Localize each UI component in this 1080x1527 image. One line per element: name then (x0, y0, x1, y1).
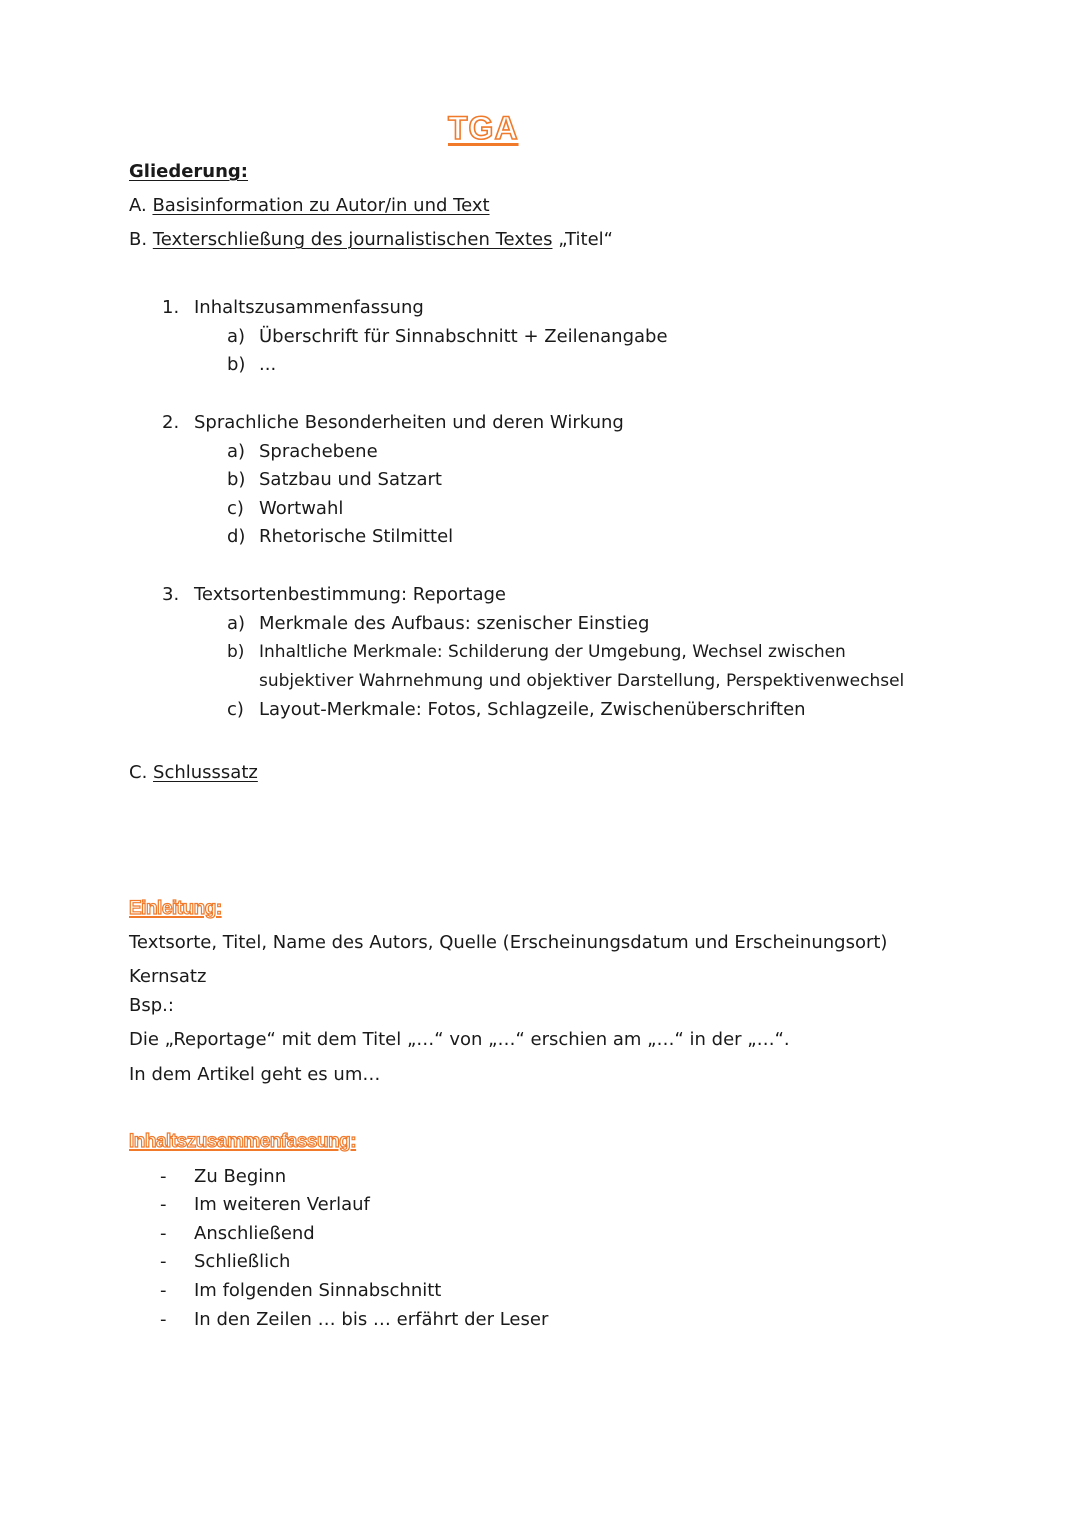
list-item-text: Im weiteren Verlauf (194, 1194, 370, 1215)
outline-prefix-a: A. (129, 195, 147, 216)
outline-letter: d) (227, 526, 246, 547)
outline-subtext: Satzbau und Satzart (259, 469, 442, 490)
outline-letter: a) (227, 613, 246, 634)
outline-subsub-item (227, 469, 442, 491)
outline-subtext: ... (259, 354, 277, 375)
bullet-dash: - (160, 1280, 167, 1301)
einleitung-line: Kernsatz (129, 966, 207, 987)
outline-prefix-c: C. (129, 762, 148, 783)
outline-subsub-item (227, 441, 378, 463)
outline-subsub-item (227, 526, 453, 548)
outline-subsub-item (227, 354, 276, 376)
outline-subtext: Sprachebene (259, 441, 378, 462)
bullet-dash: - (160, 1251, 167, 1272)
outline-subsub-item (227, 498, 343, 520)
einleitung-heading: Einleitung: (129, 898, 222, 919)
outline-subitem-3 (162, 584, 506, 606)
list-item-text: Schließlich (194, 1251, 291, 1272)
bullet-dash: - (160, 1223, 167, 1244)
bullet-dash: - (160, 1166, 167, 1187)
list-item (160, 1280, 441, 1302)
outline-number: 1. (162, 297, 180, 318)
outline-letter: a) (227, 326, 246, 347)
outline-subitem-2 (162, 412, 624, 434)
einleitung-line: Textsorte, Titel, Name des Autors, Quelle (Erscheinungsdatum und Erscheinungsort) (129, 932, 888, 953)
outline-subsub-item (227, 699, 806, 721)
list-item (160, 1251, 290, 1273)
einleitung-line: Bsp.: (129, 995, 174, 1016)
outline-item-b (129, 229, 613, 251)
outline-subsub-item (227, 613, 649, 635)
outline-subtext-continuation: subjektiver Wahrnehmung und objektiver Darstellung, Perspektivenwechsel (259, 671, 905, 691)
outline-letter: c) (227, 699, 244, 720)
outline-label: Sprachliche Besonderheiten und deren Wirkung (194, 412, 624, 433)
list-item (160, 1223, 315, 1245)
outline-label: Inhaltszusammenfassung (194, 297, 424, 318)
outline-suffix-b: „Titel“ (558, 229, 613, 250)
inhaltszusammenfassung-heading: Inhaltszusammenfassung: (129, 1131, 357, 1152)
list-item-text: Anschließend (194, 1223, 315, 1244)
outline-subtext: Inhaltliche Merkmale: Schilderung der Umgebung, Wechsel zwischen (259, 642, 846, 662)
outline-text-b: Texterschließung des journalistischen Textes (152, 229, 553, 250)
bullet-dash: - (160, 1309, 167, 1330)
outline-letter: a) (227, 441, 246, 462)
outline-subtext: Wortwahl (259, 498, 344, 519)
outline-subtext: Überschrift für Sinnabschnitt + Zeilenangabe (259, 326, 668, 347)
outline-item-c (129, 762, 258, 784)
outline-text-c: Schlusssatz (153, 762, 258, 783)
outline-subtext: Merkmale des Aufbaus: szenischer Einstieg (259, 613, 650, 634)
outline-item-a (129, 195, 490, 217)
list-item (160, 1166, 286, 1188)
outline-letter: b) (227, 642, 245, 662)
list-item (160, 1309, 548, 1331)
outline-subsub-item (227, 326, 668, 348)
outline-subtext: Rhetorische Stilmittel (259, 526, 454, 547)
outline-number: 2. (162, 412, 180, 433)
bullet-dash: - (160, 1194, 167, 1215)
outline-letter: b) (227, 354, 246, 375)
outline-subtext: Layout-Merkmale: Fotos, Schlagzeile, Zwischenüberschriften (259, 699, 806, 720)
gliederung-heading: Gliederung: (129, 161, 249, 182)
einleitung-line: In dem Artikel geht es um… (129, 1064, 381, 1085)
document-title: TGA (448, 110, 519, 146)
list-item-text: Zu Beginn (194, 1166, 287, 1187)
list-item-text: In den Zeilen … bis … erfährt der Leser (194, 1309, 549, 1330)
list-item (160, 1194, 370, 1216)
outline-subitem-1 (162, 297, 424, 319)
outline-prefix-b: B. (129, 229, 148, 250)
outline-subsub-item (227, 641, 846, 663)
einleitung-example: Die „Reportage“ mit dem Titel „…“ von „…“ erschien am „…“ in der „…“. (129, 1029, 790, 1050)
outline-label: Textsortenbestimmung: Reportage (194, 584, 506, 605)
list-item-text: Im folgenden Sinnabschnitt (194, 1280, 442, 1301)
outline-letter: b) (227, 469, 246, 490)
outline-text-a: Basisinformation zu Autor/in und Text (152, 195, 490, 216)
outline-letter: c) (227, 498, 244, 519)
outline-number: 3. (162, 584, 180, 605)
